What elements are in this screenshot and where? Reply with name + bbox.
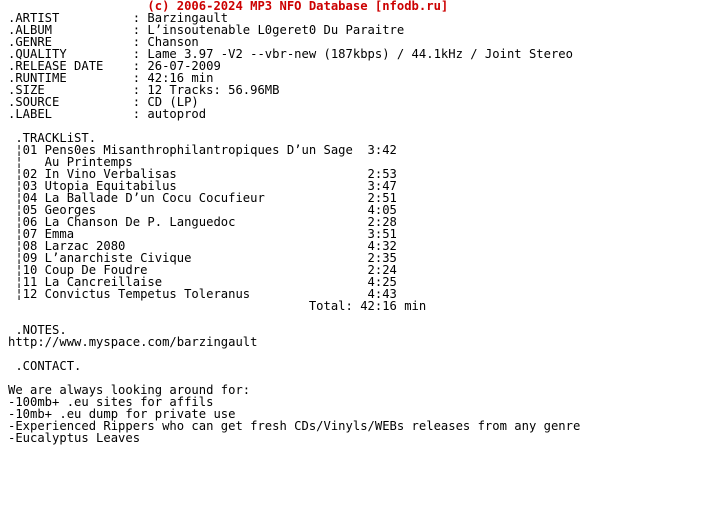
field-release-date: .RELEASE DATE : 26-07-2009	[8, 59, 221, 73]
field-size: .SIZE : 12 Tracks: 56.96MB	[8, 83, 280, 97]
nfo-text	[8, 0, 580, 444]
track-row: ¦08 Larzac 2080 4:32	[8, 239, 397, 253]
blank-line	[8, 312, 580, 324]
contact-intro: We are always looking around for:	[8, 383, 251, 397]
track-row: ¦09 L’anarchiste Civique 2:35	[8, 251, 397, 265]
track-row: ¦12 Convictus Tempetus Toleranus 4:43	[8, 287, 397, 301]
tracklist-heading: .TRACKLiST.	[8, 131, 97, 145]
nfo-banner: (c) 2006-2024 MP3 NFO Database [nfodb.ru]	[8, 0, 449, 13]
track-row: ¦ Au Printemps	[8, 155, 133, 169]
field-runtime: .RUNTIME : 42:16 min	[8, 71, 214, 85]
field-genre: .GENRE : Chanson	[8, 35, 199, 49]
notes-url: http://www.myspace.com/barzingault	[8, 335, 258, 349]
blank-line	[8, 348, 580, 360]
track-row: ¦02 In Vino Verbalisas 2:53	[8, 167, 397, 181]
track-row: ¦04 La Ballade D’un Cocu Cocufieur 2:51	[8, 191, 397, 205]
contact-item: -100mb+ .eu sites for affils	[8, 395, 214, 409]
field-album: .ALBUM : L’insoutenable L0geret0 Du Paraitre	[8, 23, 405, 37]
contact-item: -Experienced Rippers who can get fresh CDs/Vinyls/WEBs releases from any genre	[8, 419, 581, 433]
track-row: ¦07 Emma 3:51	[8, 227, 397, 241]
track-row: ¦11 La Cancreillaise 4:25	[8, 275, 397, 289]
track-row: ¦01 Pens0es Misanthrophilantropiques D’un Sage 3:42	[8, 143, 397, 157]
tracklist-total: Total: 42:16 min	[8, 299, 427, 313]
contact-item: -10mb+ .eu dump for private use	[8, 407, 236, 421]
track-row: ¦06 La Chanson De P. Languedoc 2:28	[8, 215, 397, 229]
field-quality: .QUALITY : Lame 3.97 -V2 --vbr-new (187kbps) / 44.1kHz / Joint Stereo	[8, 47, 573, 61]
track-row: ¦05 Georges 4:05	[8, 203, 397, 217]
contact-item: -Eucalyptus Leaves	[8, 431, 141, 445]
notes-heading: .NOTES.	[8, 323, 67, 337]
field-label: .LABEL : autoprod	[8, 107, 207, 121]
track-row: ¦10 Coup De Foudre 2:24	[8, 263, 397, 277]
contact-heading: .CONTACT.	[8, 359, 82, 373]
field-source: .SOURCE : CD (LP)	[8, 95, 199, 109]
field-artist: .ARTIST : Barzingault	[8, 11, 229, 25]
track-row: ¦03 Utopia Equitabilus 3:47	[8, 179, 397, 193]
